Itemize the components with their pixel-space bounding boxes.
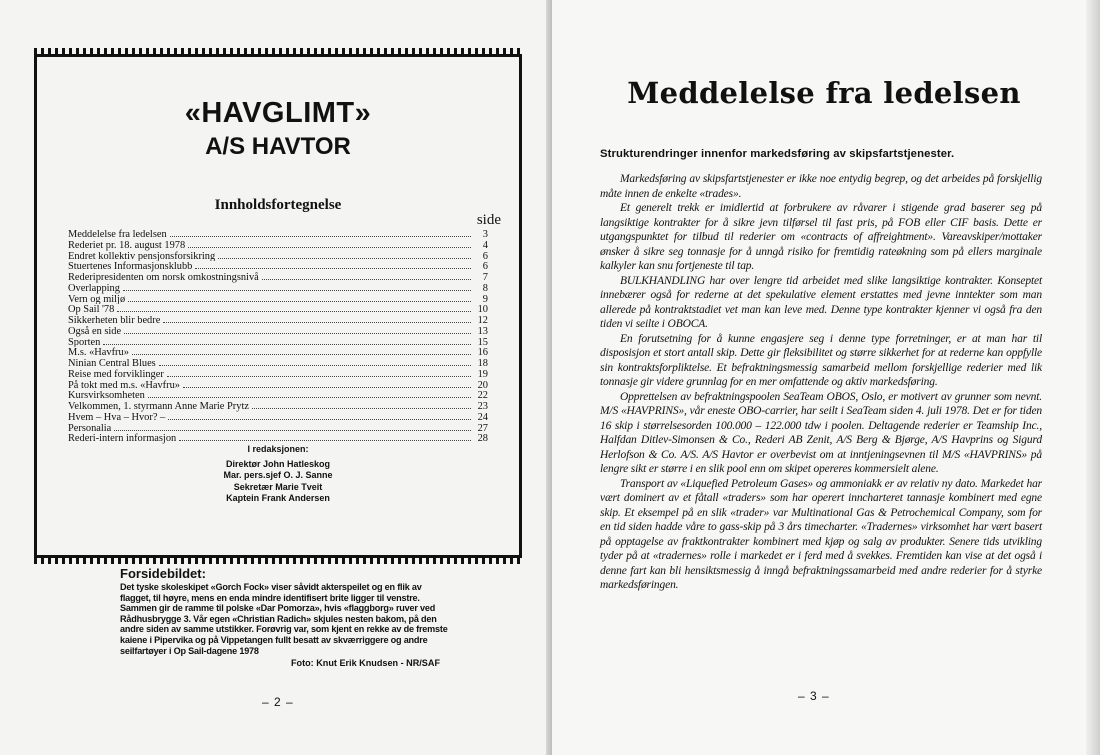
toc-entry — [68, 240, 488, 251]
toc-entry-title: Rederiet pr. 18. august 1978 — [68, 239, 186, 251]
article-paragraph: Et generelt trekk er imidlertid at forbrukere av råvarer i stigende grad baserer seg på langsiktige kontrakter for å sikre jevn tilførsel til fast pris, på FOB eller CIF basis. Dette er utgangspunktet for tilbud til rederier om «contracts of affreightment». Vareavskiper/mottaker ønsker å sikre seg tonnasje for å unngå risiko for fremtidig rateøkning som på ellers marginale kalkyler kan snu fortjeneste til tap. — [600, 202, 1042, 272]
toc-entry-page: 10 — [477, 304, 488, 315]
toc-entry — [68, 390, 488, 401]
toc-heading: Innholdsfortegnelse — [214, 197, 342, 213]
article-paragraph: BULKHANDLING har over lengre tid arbeidet med slike langsiktige kontrakter. Konseptet innebærer også for rederne at det spekulative element erstattes med jevne inntekter som man allerede på kontraktstadiet vet man kan leve med. Denne type kontrakter kjenner vi også fra den tiden vi seilte i OBOCA. — [600, 274, 1042, 330]
toc-entry-title: Også en side — [68, 325, 122, 337]
editorial-member: Direktør John Hatleskog — [225, 458, 331, 469]
article-paragraph: Opprettelsen av befraktningspoolen SeaTeam OBOS, Oslo, er motivert av grunner som nevnt. M/S «HAVPRINS», vår eneste OBO-carrier, har seilt i SeaTeam siden 4. juli 1978. Det er for tiden 16 skip i størrelsesorden 100.000 – 122.000 tdw i poolen. Deltagende rederier er Teamship Inc., Halfdan Ditlev-Simonsen & Co., Rederi AB Zenit, A/S Berg & Bjørge, A/S Havprins og Sigurd Herlofson & Co. A/S. A/S Havtor er overbevist om at inntjeningsevnen til M/S «HAVPRINS» på lengre sikt er større i en slik pool enn om skipet opereres kommersielt alene. — [600, 390, 1042, 475]
toc-entry-page: 16 — [477, 347, 488, 358]
toc-entry — [68, 272, 488, 283]
toc-dot-leader — [183, 380, 471, 388]
toc-entry-title: Personalia — [68, 422, 112, 434]
cover-caption-heading: Forsidebildet: — [120, 566, 206, 581]
toc-entry-page: 8 — [482, 282, 488, 294]
toc-dot-leader — [168, 412, 471, 420]
toc-dot-leader — [262, 272, 471, 280]
editorial-member: Mar. pers.sjef O. J. Sanne — [223, 470, 333, 480]
toc-entry — [68, 315, 488, 326]
toc-entry — [68, 358, 488, 369]
toc-entry — [68, 380, 488, 391]
publisher-name: A/S HAVTOR — [205, 133, 351, 160]
toc-entry-title: M.s. «Havfru» — [68, 347, 129, 358]
toc-entry — [68, 251, 488, 262]
toc-entry-page: 19 — [477, 368, 488, 380]
toc-dot-leader — [123, 283, 471, 291]
toc-entry-page: 12 — [477, 315, 488, 326]
toc-entry-title: Endret kollektiv pensjonsforsikring — [68, 250, 216, 262]
toc-entry-title: Hvem – Hva – Hvor? – — [68, 411, 166, 423]
toc-dot-leader — [252, 401, 471, 409]
toc-entry-title: Velkommen, 1. styrmann Anne Marie Prytz — [68, 401, 249, 412]
toc-dot-leader — [188, 240, 471, 248]
toc-entry-title: Rederi-intern informasjon — [68, 433, 177, 444]
toc-entry-title: Overlapping — [68, 282, 120, 294]
toc-entry-page: 28 — [477, 433, 488, 444]
article-body — [600, 172, 1042, 593]
toc-entry-page: 27 — [477, 422, 488, 434]
toc-dot-leader — [103, 337, 471, 345]
toc-entry-title: Op Sail '78 — [68, 304, 115, 315]
toc-entry-page: 24 — [477, 411, 488, 423]
toc-entry — [68, 304, 488, 315]
cover-caption-text: Det tyske skoleskipet «Gorch Fock» viser såvidt akterspeilet og en flik av flagget, til høyre, mens en enda mindre identifisert brite ligger til venstre. Sammen gir de ramme til polske «Dar Pomorza», hvis «flaggborg» ruver ved Rådhusbrygge 3. Vår egen «Christian Radich» skjules nesten bakom, på den andre siden av samme utstikker. Forøvrig var, som kjent en rekke av de fremste kaiene i Pipervika og på Vippetangen fullt besatt av skværriggere og andre seilfartøyer i Op Sail-dagene 1978 — [120, 582, 448, 656]
page-edge-shadow — [1086, 0, 1100, 755]
magazine-title: «HAVGLIMT» — [184, 97, 372, 129]
toc-entry-title: Reise med forviklinger — [68, 368, 164, 380]
toc-dot-leader — [148, 390, 471, 398]
toc-entry — [68, 283, 488, 294]
toc-page-column-label: side — [476, 212, 501, 228]
article-paragraph: Transport av «Liquefied Petroleum Gases» og ammoniakk er av relativ ny dato. Markedet har vært dominert av et fåtall «traders» som har operert inncharteret tannasje kombinert med egne skip. Et eksempel på en slik «trader» var Multinational Gas & Petrochemical Company, som for en tid siden hadde våre to gass-skip på 3 års timecharter. «Tradernes» virksomhet har vært basert på opptagelse av fraktkontrakter kombinert med kjøp og salg av produkter. Senere tids utvikling tyder på at «tradernes» rolle i markedet er i ferd med å svekkes. Fremtiden kan vise at det også i denne fart kan bli hensiktsmessig å inngå befraktningssamarbeid med andre rederier for å styrke markedsføringen. — [600, 477, 1042, 591]
editorial-member: Sekretær Marie Tveit — [233, 481, 323, 492]
toc-entry-title: Vern og miljø — [68, 293, 126, 305]
toc-entry — [68, 412, 488, 423]
article-title: Meddelelse fra ledelsen — [627, 76, 1021, 110]
toc-entry — [68, 401, 488, 412]
toc-dot-leader — [170, 229, 471, 237]
toc-dot-leader — [128, 294, 471, 302]
toc-dot-leader — [218, 251, 471, 259]
toc-entry-page: 7 — [482, 272, 488, 283]
page-number-left: – 2 – — [262, 695, 294, 709]
photo-credit: Foto: Knut Erik Knudsen - NR/SAF — [290, 658, 440, 669]
toc-dot-leader — [114, 423, 471, 431]
editorial-staff — [37, 444, 519, 505]
editorial-member: Kaptein Frank Andersen — [226, 493, 330, 503]
toc-entry — [68, 229, 488, 240]
toc-entry-page: 23 — [477, 401, 488, 412]
page-number-right: – 3 – — [798, 689, 830, 703]
toc-dot-leader — [195, 261, 471, 269]
toc-entry-page: 20 — [477, 379, 488, 391]
toc-entry-title: Rederipresidenten om norsk omkostningsnivå — [68, 272, 259, 283]
toc-entry-title: Meddelelse fra ledelsen — [68, 229, 167, 240]
toc-entry-page: 9 — [482, 293, 488, 305]
article-subtitle: Strukturendringer innenfor markedsføring av skipsfartstjenester. — [600, 148, 955, 160]
toc-dot-leader — [163, 315, 471, 323]
article-paragraph: Markedsføring av skipsfartstjenester er ikke noe entydig begrep, og det arbeides på forskjellig måte innen de enkelte «trades». — [600, 173, 1042, 200]
toc-dot-leader — [117, 304, 471, 312]
toc-entry — [68, 337, 488, 348]
table-of-contents — [68, 229, 488, 444]
toc-entry — [68, 369, 488, 380]
article-paragraph: En forutsetning for å kunne engasjere seg i denne type forretninger, er at man har til disposisjon et stort antall skip. Dette gir fleksibilitet og større sikkerhet for at rederne kan oppfylle sin kontraktsforpliktelse. Et befraktningsmessig samarbeid mellom forskjellige rederier med lik tonnasje gir videre grunnlag for en mer omfattende og aktiv markedsføring. — [600, 332, 1042, 388]
toc-entry — [68, 261, 488, 272]
toc-entry-page: 6 — [482, 261, 488, 272]
toc-entry-page: 3 — [482, 229, 488, 240]
toc-entry — [68, 423, 488, 434]
right-page — [552, 0, 1100, 755]
toc-entry — [68, 347, 488, 358]
toc-entry-title: Sikkerheten blir bedre — [68, 315, 161, 326]
toc-entry-page: 15 — [477, 336, 488, 348]
toc-entry-page: 6 — [482, 250, 488, 262]
toc-entry-page: 13 — [477, 325, 488, 337]
cover-caption — [120, 566, 450, 668]
toc-entry-page: 4 — [482, 239, 488, 251]
toc-entry-title: Ninian Central Blues — [68, 358, 156, 369]
toc-entry-title: Kursvirksomheten — [68, 390, 145, 401]
toc-entry — [68, 433, 488, 444]
toc-entry — [68, 326, 488, 337]
toc-entry-page: 22 — [477, 390, 488, 401]
toc-dot-leader — [179, 433, 471, 441]
editorial-heading: I redaksjonen: — [247, 444, 309, 454]
toc-dot-leader — [167, 369, 471, 377]
toc-dot-leader — [159, 358, 471, 366]
toc-entry-title: Sporten — [68, 336, 101, 348]
toc-entry-title: Stuertenes Informasjonsklubb — [68, 261, 193, 272]
toc-dot-leader — [132, 347, 471, 355]
toc-entry-title: På tokt med m.s. «Havfru» — [68, 379, 180, 391]
toc-entry-page: 18 — [477, 358, 488, 369]
contents-box — [34, 54, 522, 558]
toc-dot-leader — [124, 326, 471, 334]
toc-entry — [68, 294, 488, 305]
